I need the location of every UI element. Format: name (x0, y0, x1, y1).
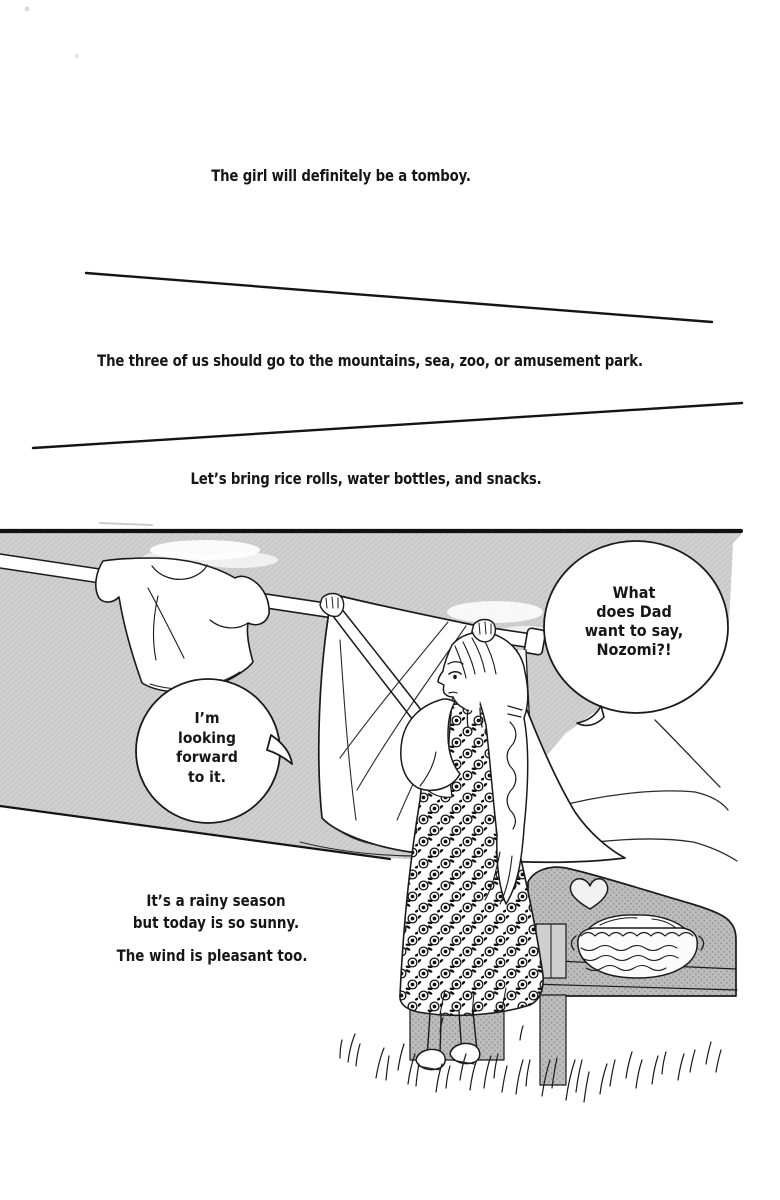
separator-line-1 (86, 273, 712, 322)
narration-line-2: The three of us should go to the mountains, sea, zoo, or amusement park. (97, 351, 643, 370)
border-smudge (100, 523, 152, 525)
caption-line: The wind is pleasant too. (116, 946, 308, 965)
speech-line: to it. (188, 767, 226, 786)
speech-text-nozomi (176, 709, 238, 787)
caption-line: It’s a rainy season (146, 891, 286, 910)
speech-line: want to say, (584, 621, 684, 640)
separator-line-2 (33, 403, 742, 448)
speech-line: I’m (194, 709, 220, 727)
narration-line-1: The girl will definitely be a tomboy. (211, 166, 471, 185)
bench-legs (540, 995, 566, 1085)
speech-line: forward (176, 748, 238, 766)
speech-line: What (612, 583, 656, 602)
narration-line-3: Let’s bring rice rolls, water bottles, and snacks. (190, 469, 542, 488)
speech-line: does Dad (596, 602, 672, 621)
panel-caption-1 (133, 890, 299, 933)
clothespin (524, 628, 546, 656)
speech-line: Nozomi?! (596, 640, 672, 659)
panel-caption-2 (117, 945, 308, 967)
speech-text-dad (585, 583, 684, 659)
caption-line: but today is so sunny. (132, 912, 300, 932)
grass (340, 1018, 721, 1102)
scan-specks (25, 7, 79, 58)
speech-line: looking (178, 728, 236, 747)
